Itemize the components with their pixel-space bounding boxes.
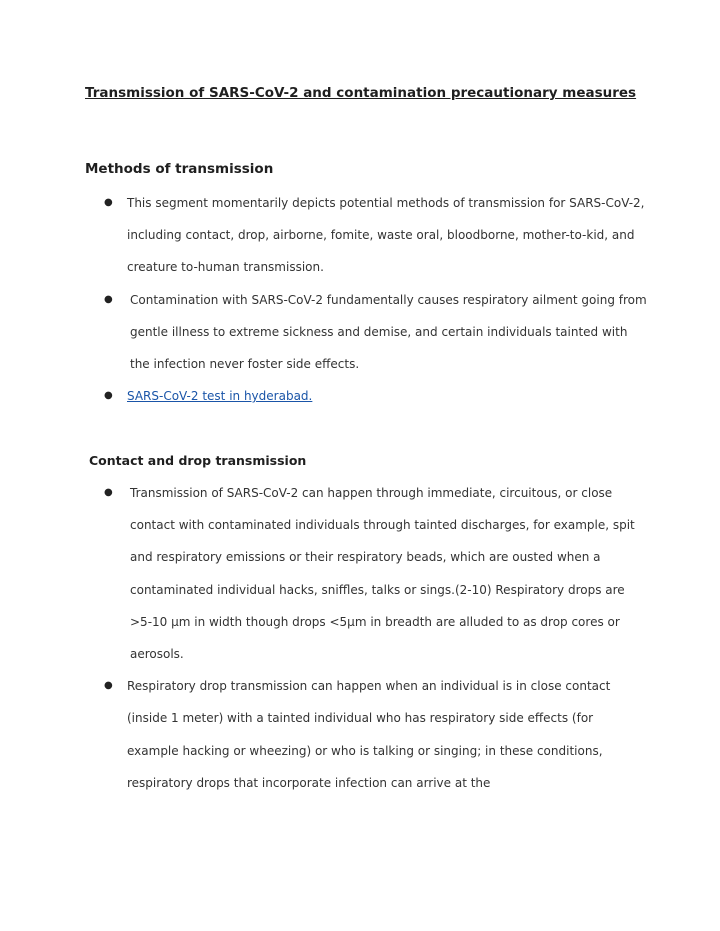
sars-cov-2-test-link[interactable]: SARS-CoV-2 test in hyderabad. <box>127 389 313 404</box>
bullet-icon: ● <box>104 390 113 402</box>
list-item-text: Transmission of SARS-CoV-2 can happen through immediate, circuitous, or close contact with contaminated individuals through tainted discharges, for example, spit and respiratory emissions or their respiratory beads, which are ousted when a contaminated individual hacks, sniffles, talks or sings.(2-10) Respiratory drops are >5-10 μm in width though drops <5μm in breadth are alluded to as drop cores or aerosols. <box>130 486 635 662</box>
bullet-list-contact <box>0 477 647 799</box>
list-item <box>0 477 647 670</box>
bullet-icon: ● <box>104 293 113 305</box>
bullet-icon: ● <box>104 680 113 692</box>
bullet-icon: ● <box>104 487 113 498</box>
list-item <box>0 670 647 799</box>
section-heading-methods-of-transmission: Methods of transmission <box>85 161 274 177</box>
list-item <box>0 284 647 381</box>
list-item-text: This segment momentarily depicts potential methods of transmission for SARS-CoV-2, including contact, drop, airborne, fomite, waste oral, bloodborne, mother-to-kid, and creature to-human transmission. <box>127 196 645 275</box>
list-item-text: Contamination with SARS-CoV-2 fundamentally causes respiratory ailment going from gentle illness to extreme sickness and demise, and certain individuals tainted with the infection never foster side effects. <box>130 292 647 372</box>
section-heading-contact-and-drop-transmission: Contact and drop transmission <box>89 453 307 468</box>
bullet-list-methods <box>0 187 647 412</box>
document-title: Transmission of SARS-CoV-2 and contamination precautionary measures <box>85 85 637 101</box>
list-item <box>0 187 647 284</box>
list-item <box>0 380 647 412</box>
list-item-text: Respiratory drop transmission can happen when an individual is in close contact (inside 1 meter) with a tainted individual who has respiratory side effects (for example hacking or wheezing) or who is talking or singing; in these conditions, respiratory drops that incorporate infection can arrive at the <box>127 679 611 790</box>
bullet-icon: ● <box>104 197 113 208</box>
